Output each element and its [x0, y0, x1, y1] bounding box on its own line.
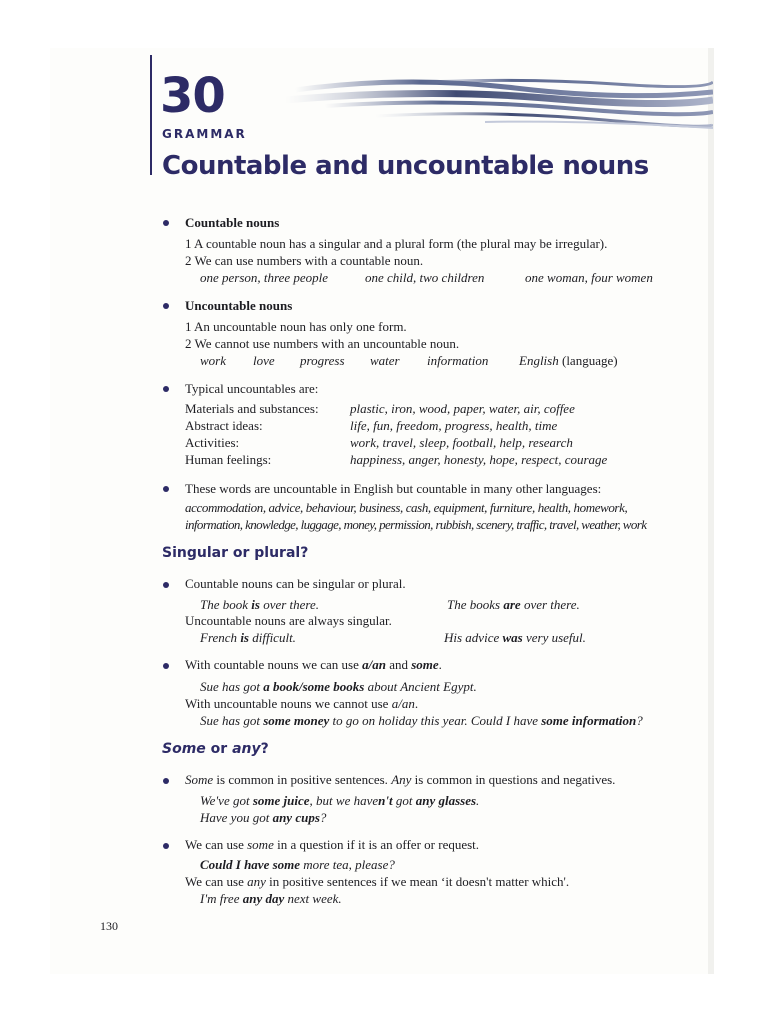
countable-example: one child, two children: [365, 270, 485, 285]
unit-number: 30: [160, 68, 225, 124]
typical-label: Abstract ideas:: [185, 418, 263, 433]
example-word: English: [519, 353, 559, 368]
countable-point-2: 2 We can use numbers with a countable noun.: [185, 253, 424, 268]
example-sentence: I'm free any day next week.: [200, 891, 342, 906]
example-note: (language): [558, 353, 618, 368]
heading-some-any: Some or any?: [162, 741, 269, 757]
rule-text: Countable nouns can be singular or plural.: [185, 576, 406, 591]
example-sentence: We've got some juice, but we haven't got any glasses.: [200, 793, 480, 808]
unit-divider: [150, 55, 152, 175]
typical-value: plastic, iron, wood, paper, water, air, coffee: [350, 401, 575, 416]
countable-point-1: 1 A countable noun has a singular and a plural form (the plural may be irregular).: [185, 236, 608, 251]
typical-label: Human feelings:: [185, 452, 272, 467]
typical-label: Activities:: [185, 435, 240, 450]
rule-text: With uncountable nouns we cannot use a/an.: [185, 696, 419, 711]
uncountable-example: [519, 353, 618, 369]
uncountable-example: information: [427, 353, 489, 368]
bullet: [163, 220, 169, 226]
example-sentence: His advice was very useful.: [444, 630, 586, 645]
page-edge: [708, 48, 714, 974]
uncountable-point-1: 1 An uncountable noun has only one form.: [185, 319, 407, 334]
bullet: [163, 486, 169, 492]
example-sentence: Have you got any cups?: [200, 810, 327, 825]
countable-example: one person, three people: [200, 270, 329, 285]
page-title: Countable and uncountable nouns: [162, 151, 649, 181]
section-label: GRAMMAR: [162, 127, 247, 141]
page-number: 130: [100, 919, 118, 933]
rule-text: Some is common in positive sentences. Any is common in questions and negatives.: [185, 772, 616, 787]
typical-value: work, travel, sleep, football, help, research: [350, 435, 573, 450]
countable-heading: Countable nouns: [185, 215, 280, 230]
typical-label: Materials and substances:: [185, 401, 319, 416]
languages-list: information, knowledge, luggage, money, permission, rubbish, scenery, traffic, travel, weather, work: [185, 517, 647, 532]
typical-intro: Typical uncountables are:: [185, 381, 319, 396]
example-sentence: Sue has got some money to go on holiday this year. Could I have some information?: [200, 713, 643, 728]
uncountable-example: love: [253, 353, 275, 368]
bullet: [163, 582, 169, 588]
uncountable-heading: Uncountable nouns: [185, 298, 293, 313]
example-sentence: French is difficult.: [200, 630, 296, 645]
countable-example: one woman, four women: [525, 270, 653, 285]
languages-intro: These words are uncountable in English but countable in many other languages:: [185, 481, 602, 496]
languages-list: accommodation, advice, behaviour, business, cash, equipment, furniture, health, homework,: [185, 500, 628, 515]
example-sentence: Sue has got a book/some books about Ancient Egypt.: [200, 679, 477, 694]
bullet: [163, 663, 169, 669]
banner-graphic: [285, 70, 713, 132]
bullet: [163, 843, 169, 849]
example-sentence: The books are over there.: [447, 597, 580, 612]
bullet: [163, 386, 169, 392]
typical-value: life, fun, freedom, progress, health, time: [350, 418, 558, 433]
heading-singular-plural: Singular or plural?: [162, 545, 309, 561]
uncountable-example: water: [370, 353, 400, 368]
rule-text: We can use some in a question if it is an offer or request.: [185, 837, 480, 852]
bullet: [163, 778, 169, 784]
rule-text: Uncountable nouns are always singular.: [185, 613, 392, 628]
typical-value: happiness, anger, honesty, hope, respect, courage: [350, 452, 608, 467]
bullet: [163, 303, 169, 309]
example-sentence: Could I have some more tea, please?: [200, 857, 395, 872]
rule-text: With countable nouns we can use a/an and some.: [185, 657, 442, 672]
rule-text: We can use any in positive sentences if we mean ‘it doesn't matter which'.: [185, 874, 570, 889]
uncountable-example: progress: [300, 353, 345, 368]
example-sentence: The book is over there.: [200, 597, 320, 612]
uncountable-example: work: [200, 353, 226, 368]
uncountable-point-2: 2 We cannot use numbers with an uncountable noun.: [185, 336, 460, 351]
